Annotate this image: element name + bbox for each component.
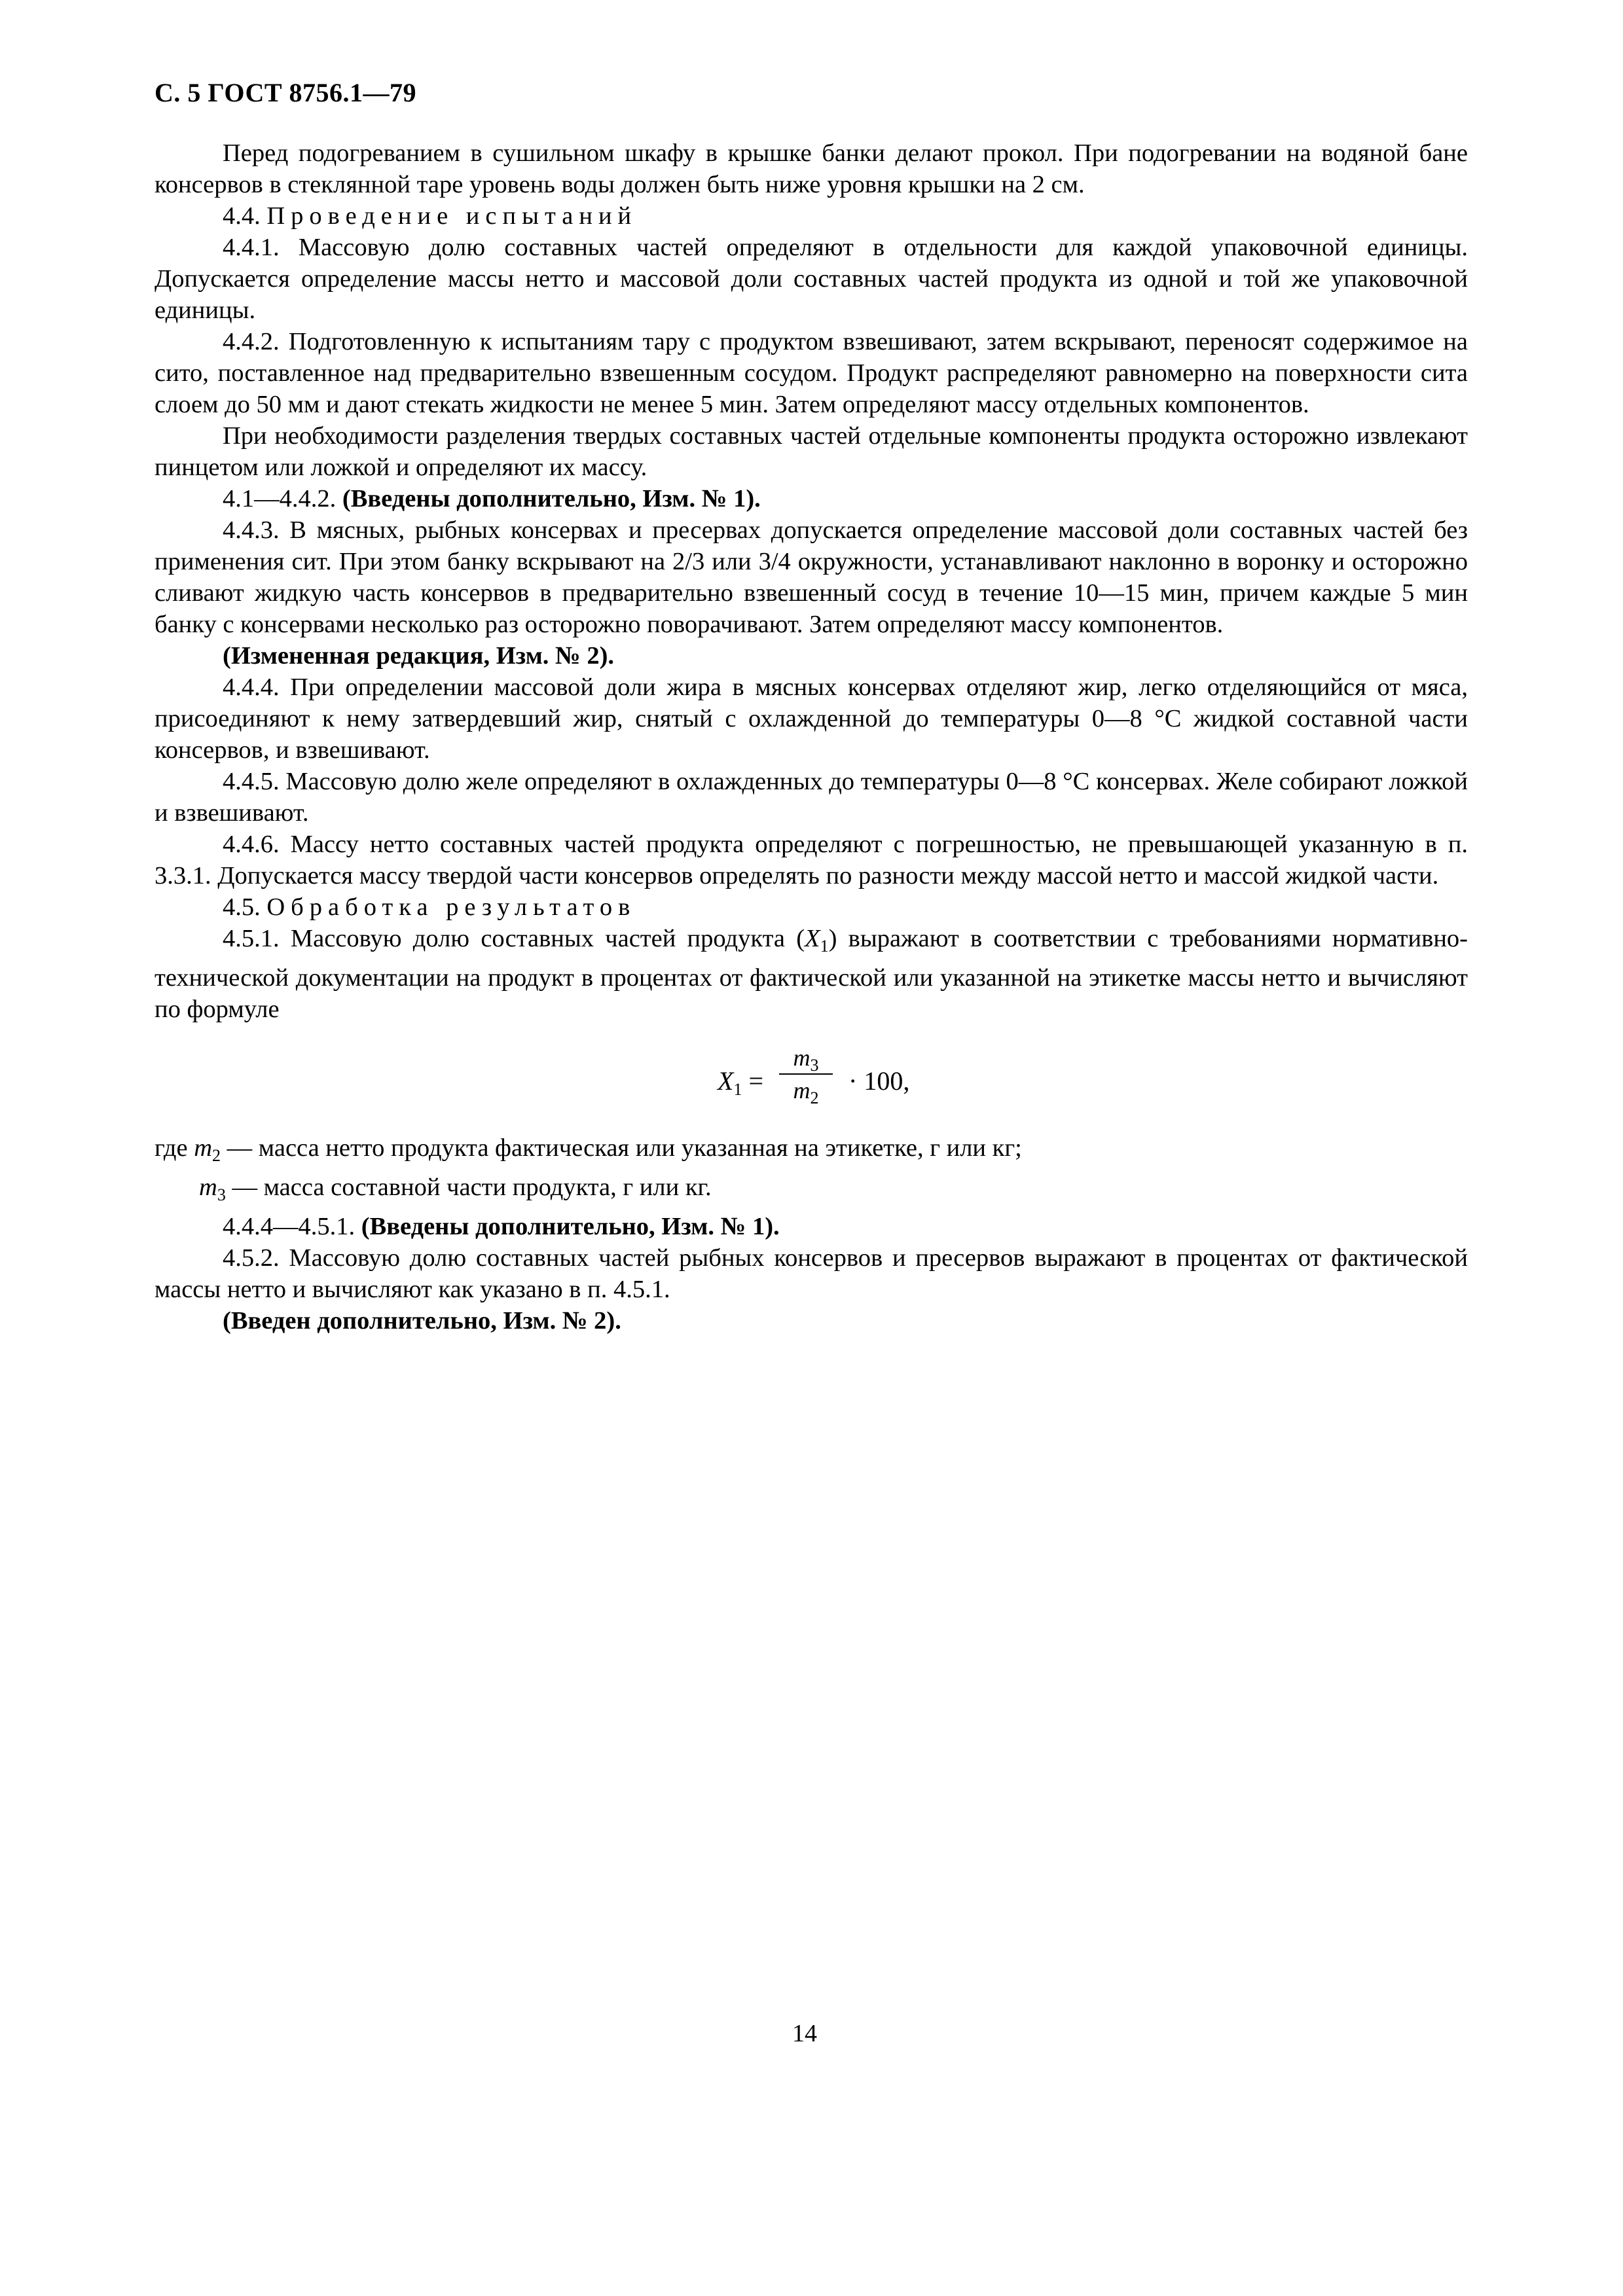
equals-sign: = xyxy=(742,1066,763,1096)
amendment-text: (Измененная редакция, Изм. № 2). xyxy=(223,642,615,670)
amendment-range: 4.4.4—4.5.1. xyxy=(223,1213,356,1240)
paragraph-4-4-6: 4.4.6. Массу нетто составных частей продукта определяют с погрешностью, не превышающей указанную в п. 3.3.1. Допускается массу твердой части консервов определять по разности между массой нетто и массой жидкой части. xyxy=(155,831,1468,889)
amendment-note-4 xyxy=(155,1305,1468,1336)
variable-x: X xyxy=(805,925,820,952)
section-title: Обработка результатов xyxy=(266,893,636,921)
subscript: 2 xyxy=(810,1088,819,1107)
where-prefix: где xyxy=(155,1134,188,1162)
page-header: С. 5 ГОСТ 8756.1—79 xyxy=(155,78,417,107)
variable-m: m xyxy=(793,1077,811,1103)
page-number: 14 xyxy=(792,2020,817,2047)
amendment-note-2 xyxy=(155,640,1468,672)
where-m3 xyxy=(155,1172,1468,1211)
amendment-text: (Введены дополнительно, Изм. № 1). xyxy=(361,1213,780,1240)
variable-x: X xyxy=(718,1066,734,1096)
amendment-note-1 xyxy=(155,483,1468,514)
section-heading-4-5 xyxy=(155,891,1468,923)
paragraph-4-5-1 xyxy=(155,923,1468,1025)
paragraph-4-4-3: 4.4.3. В мясных, рыбных консервах и пресервах допускается определение массовой доли составных частей без применения сит. При этом банку вскрывают на 2/3 или 3/4 окружности, устанавливают наклонно в воронку и осторожно сливают жидкую часть консервов в предварительно взвешенный сосуд в течение 10—15 мин, причем каждые 5 мин банку с консервами несколько раз осторожно поворачивают. Затем определяют массу компонентов. xyxy=(155,516,1468,638)
variable-m: m xyxy=(199,1174,217,1201)
fraction-numerator xyxy=(776,1043,835,1075)
paragraph-heating: Перед подогреванием в сушильном шкафу в крышке банки делают прокол. При подогревании на водяной бане консервов в стеклянной таре уровень воды должен быть ниже уровня крышки на 2 см. xyxy=(155,139,1468,198)
variable-m: m xyxy=(793,1045,811,1071)
section-title: Проведение испытаний xyxy=(266,202,638,230)
fraction-denominator xyxy=(776,1076,835,1105)
amendment-text: (Введен дополнительно, Изм. № 2). xyxy=(223,1307,621,1335)
amendment-note-3 xyxy=(155,1211,1468,1242)
variable-m: m xyxy=(194,1134,212,1162)
formula-lhs xyxy=(718,1066,763,1105)
paragraph-4-4-1: 4.4.1. Массовую долю составных частей определяют в отдельности для каждой упаковочной единицы. Допускается определение массы нетто и массовой доли составных частей продукта из одной и той же упаковочной единицы. xyxy=(155,234,1468,324)
amendment-text: (Введены дополнительно, Изм. № 1). xyxy=(342,485,761,512)
paragraph-4-5-2: 4.5.2. Массовую долю составных частей рыбных консервов и пресервов выражают в процентах от фактической массы нетто и вычисляют как указано в п. 4.5.1. xyxy=(155,1244,1468,1303)
where-m2 xyxy=(155,1132,1468,1172)
subscript: 1 xyxy=(820,937,829,956)
amendment-range: 4.1—4.4.2. xyxy=(223,485,337,512)
formula-multiplier: · 100, xyxy=(848,1066,910,1096)
subscript: 3 xyxy=(217,1185,226,1204)
section-number: 4.5. xyxy=(223,893,261,921)
formula xyxy=(155,1030,1468,1128)
paragraph-4-4-4: 4.4.4. При определении массовой доли жира в мясных консервах отделяют жир, легко отделяющийся от мяса, присоединяют к нему затвердевший жир, снятый с охлажденной до температуры 0—8 °С жидкой составной части консервов, и взвешивают. xyxy=(155,673,1468,764)
document-body xyxy=(155,137,1468,1336)
paragraph-4-4-5: 4.4.5. Массовую долю желе определяют в охлажденных до температуры 0—8 °С консервах. Желе собирают ложкой и взвешивают. xyxy=(155,768,1468,827)
subscript: 2 xyxy=(212,1146,221,1165)
section-number: 4.4. xyxy=(223,202,261,230)
section-heading-4-4 xyxy=(155,200,1468,232)
text-run: 4.5.1. Массовую долю составных частей продукта ( xyxy=(223,925,805,952)
paragraph-4-4-2: 4.4.2. Подготовленную к испытаниям тару с продуктом взвешивают, затем вскрывают, переносят содержимое на сито, поставленное над предварительно взвешенным сосудом. Продукт распределяют равномерно на поверхности сита слоем до 50 мм и дают стекать жидкости не менее 5 мин. Затем определяют массу отдельных компонентов. xyxy=(155,328,1468,418)
fraction-bar xyxy=(779,1073,833,1075)
subscript: 1 xyxy=(733,1080,742,1099)
formula-fraction xyxy=(776,1043,835,1105)
subscript: 3 xyxy=(810,1056,819,1075)
text-run: ) выражают в соответствии с требованиями нормативно-технической документации на продукт в процентах от фактической или указанной на этикетке массы нетто и вычисляют по формуле xyxy=(155,925,1468,1023)
paragraph-4-4-2-cont: При необходимости разделения твердых составных частей отдельные компоненты продукта осторожно извлекают пинцетом или ложкой и определяют их массу. xyxy=(155,422,1468,481)
text-run: — масса нетто продукта фактическая или указанная на этикетке, г или кг; xyxy=(221,1134,1022,1162)
text-run: — масса составной части продукта, г или кг. xyxy=(225,1174,712,1201)
